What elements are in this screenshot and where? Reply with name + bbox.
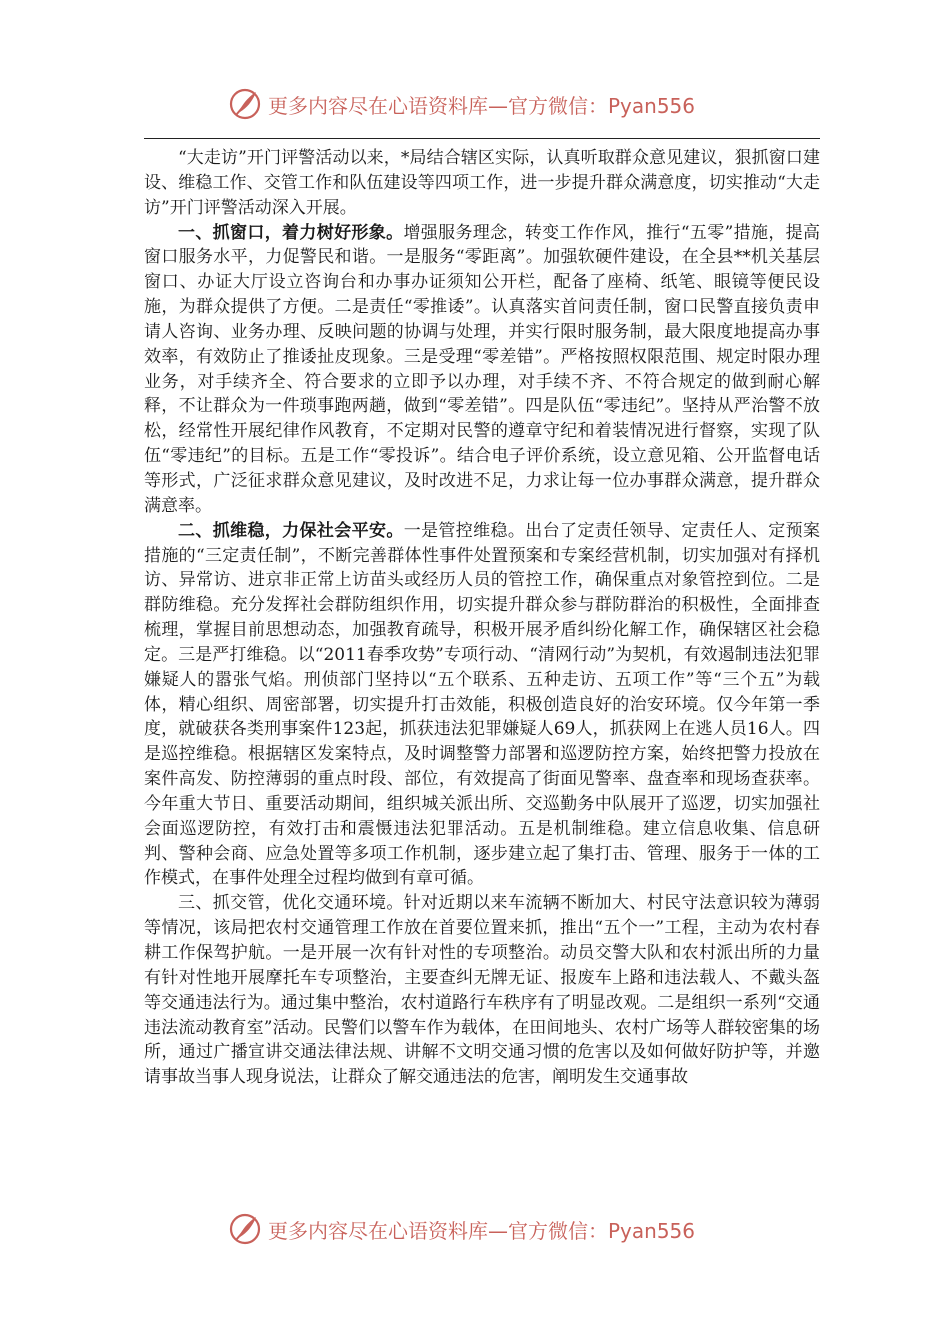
paragraph-stability: 二、抓维稳，力保社会平安。一是管控维稳。出台了定责任领导、定责任人、定预案措施的“三定责任制”，不断完善群体性事件处置预案和专案经营机制，切实加强对有择机访、异常访、进京非正常上访苗头或经历人员的管控工作，确保重点对象管控到位。二是群防维稳。充分发挥社会群防组织作用，切实提升群众参与群防群治的积极性，全面排查梳理，掌握目前思想动态，加强教育疏导，积极开展矛盾纠纷化解工作，确保辖区社会稳定。三是严打维稳。以“2011春季攻势”专项行动、“清网行动”为契机，有效遏制违法犯罪嫌疑人的嚣张气焰。刑侦部门坚持以“五个联系、五种走访、五项工作”等“三个五”为载体，精心组织、周密部署，切实提升打击效能，积极创造良好的治安环境。仅今年第一季度，就破获各类刑事案件123起，抓获违法犯罪嫌疑人69人，抓获网上在逃人员16人。四是巡控维稳。根据辖区发案特点，及时调整警力部署和巡逻防控方案，始终把警力投放在案件高发、防控薄弱的重点时段、部位，有效提高了街面见警率、盘查率和现场查获率。今年重大节日、重要活动期间，组织城关派出所、交巡勤务中队展开了巡逻，切实加强社会面巡逻防控，有效打击和震慑违法犯罪活动。五是机制维稳。建立信息收集、信息研判、警种会商、应急处置等多项工作机制，逐步建立起了集打击、管理、服务于一体的工作模式，在事件处理全过程均做到有章可循。: [144, 520, 821, 889]
footer-banner: [228, 1209, 695, 1249]
paragraph-intro: “大走访”开门评警活动以来，*局结合辖区实际，认真听取群众意见建议，狠抓窗口建设、维稳工作、交管工作和队伍建设等四项工作，进一步提升群众满意度，切实推动“大走访”开门评警活动深入开展。: [144, 148, 820, 218]
section-heading-window: 一、抓窗口，着力树好形象。: [178, 222, 404, 243]
paragraph-window: 一、抓窗口，着力树好形象。增强服务理念，转变工作作风，推行“五零”措施，提高窗口服务水平，力促警民和谐。一是服务“零距离”。加强软硬件建设，在全县**机关基层窗口、办证大厅设立咨询台和办事办证须知公开栏，配备了座椅、纸笔、眼镜等便民设施，为群众提供了方便。二是责任“零推诿”。认真落实首问责任制，窗口民警直接负责申请人咨询、业务办理、反映问题的协调与处理，并实行限时服务制，最大限度地提高办事效率，有效防止了推诿扯皮现象。三是受理“零差错”。严格按照权限范围、规定时限办理业务，对手续齐全、符合要求的立即予以办理，对手续不齐、不符合规定的做到耐心解释，不让群众为一件琐事跑两趟，做到“零差错”。四是队伍“零违纪”。坚持从严治警不放松，经常性开展纪律作风教育，不定期对民警的遵章守纪和着装情况进行督察，实现了队伍“零违纪”的目标。五是工作“零投诉”。结合电子评价系统，设立意见箱、公开监督电话等形式，广泛征求群众意见建议，及时改进不足，力求让每一位办事群众满意，提升群众满意率。: [144, 222, 820, 516]
header-banner: [228, 84, 695, 124]
banner-text: 更多内容尽在心语资料库—官方微信：: [268, 1218, 608, 1243]
quill-logo-icon: [228, 1212, 262, 1246]
paragraph-traffic: 三、抓交管，优化交通环境。针对近期以来车流辆不断加大、村民守法意识较为薄弱等情况，该局把农村交通管理工作放在首要位置来抓，推出“五个一”工程，主动为农村春耕工作保驾护航。一是开展一次有针对性的专项整治。动员交警大队和农村派出所的力量有针对性地开展摩托车专项整治，主要查纠无牌无证、报废车上路和违法载人、不戴头盔等交通违法行为。通过集中整治，农村道路行车秩序有了明显改观。二是组织一系列“交通违法流动教育室”活动。民警们以警车作为载体，在田间地头、农村广场等人群较密集的场所，通过广播宣讲交通法律法规、讲解不文明交通习惯的危害以及如何做好防护等，并邀请事故当事人现身说法，让群众了解交通违法的危害，阐明发生交通事故: [144, 893, 820, 1088]
quill-logo-icon: [228, 87, 262, 121]
banner-text: 更多内容尽在心语资料库—官方微信：: [268, 93, 608, 118]
wechat-id: Pyan556: [608, 1218, 696, 1243]
section-heading-stability: 二、抓维稳，力保社会平安。: [178, 520, 404, 541]
document-body: [144, 146, 820, 1090]
header-rule: [144, 138, 820, 139]
wechat-id: Pyan556: [608, 93, 696, 118]
